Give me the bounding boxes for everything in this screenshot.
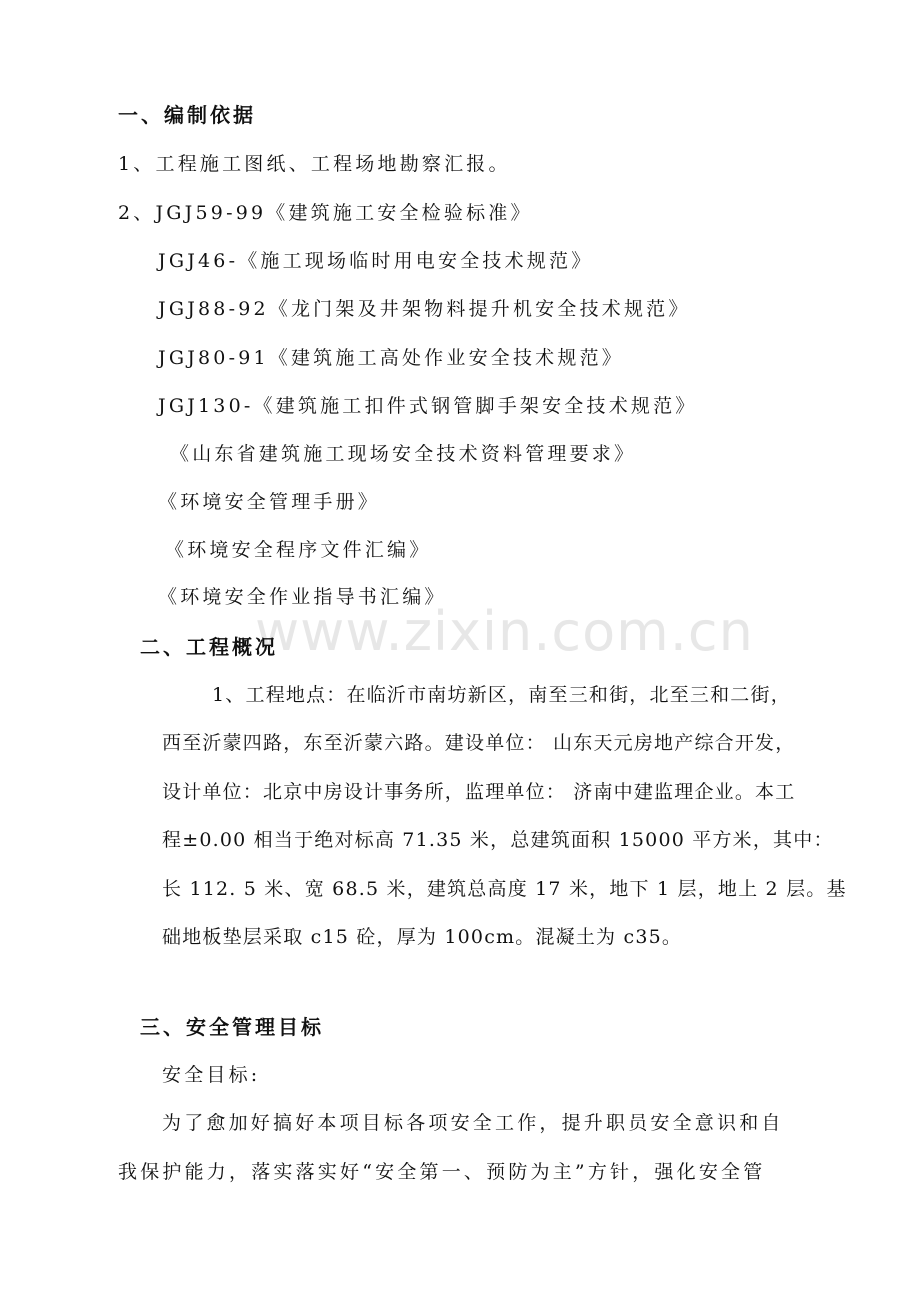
overview-line-1: 1、工程地点：在临沂市南坊新区，南至三和街，北至三和二街， (212, 684, 791, 706)
overview-line-4: 程±0.00 相当于绝对标高 71.35 米，总建筑面积 15000 平方米，其中： (162, 829, 834, 851)
section-3-heading: 三、安全管理目标 (140, 1015, 324, 1039)
basis-item-2: 2、JGJ59-99《建筑施工安全检验标准》 (118, 202, 533, 224)
basis-item-9: 《环境安全程序文件汇编》 (165, 539, 432, 561)
safety-target-label: 安全目标: (162, 1064, 261, 1086)
safety-para-line-1: 为了愈加好搞好本项目标各项安全工作，提升职员安全意识和自 (162, 1112, 784, 1134)
section-2-heading: 二、工程概况 (140, 635, 278, 659)
basis-item-3: JGJ46-《施工现场临时用电安全技术规范》 (158, 250, 594, 272)
basis-item-10: 《环境安全作业指导书汇编》 (158, 586, 447, 608)
overview-line-6: 础地板垫层采取 c15 砼，厚为 100cm。混凝土为 c35。 (162, 926, 683, 948)
basis-item-5: JGJ80-91《建筑施工高处作业安全技术规范》 (158, 347, 624, 369)
watermark: www.zixin.com.cn (255, 600, 754, 663)
overview-line-2: 西至沂蒙四路，东至沂蒙六路。建设单位： 山东天元房地产综合开发， (162, 732, 796, 754)
safety-para-line-2: 我保护能力，落实落实好“安全第一、预防为主”方针，强化安全管 (118, 1161, 766, 1183)
basis-item-1: 1、工程施工图纸、工程场地勘察汇报。 (118, 153, 511, 175)
overview-line-5: 长 112. 5 米、宽 68.5 米，建筑总高度 17 米，地下 1 层，地上 2 层。基 (162, 878, 847, 900)
basis-item-4: JGJ88-92《龙门架及井架物料提升机安全技术规范》 (158, 298, 691, 320)
section-1-heading: 一、编制依据 (118, 103, 256, 127)
basis-item-6: JGJ130-《建筑施工扣件式钢管脚手架安全技术规范》 (158, 395, 698, 417)
overview-line-3: 设计单位：北京中房设计事务所，监理单位： 济南中建监理企业。本工 (162, 781, 796, 803)
basis-item-7: 《山东省建筑施工现场安全技术资料管理要求》 (170, 443, 637, 465)
basis-item-8: 《环境安全管理手册》 (158, 491, 381, 513)
